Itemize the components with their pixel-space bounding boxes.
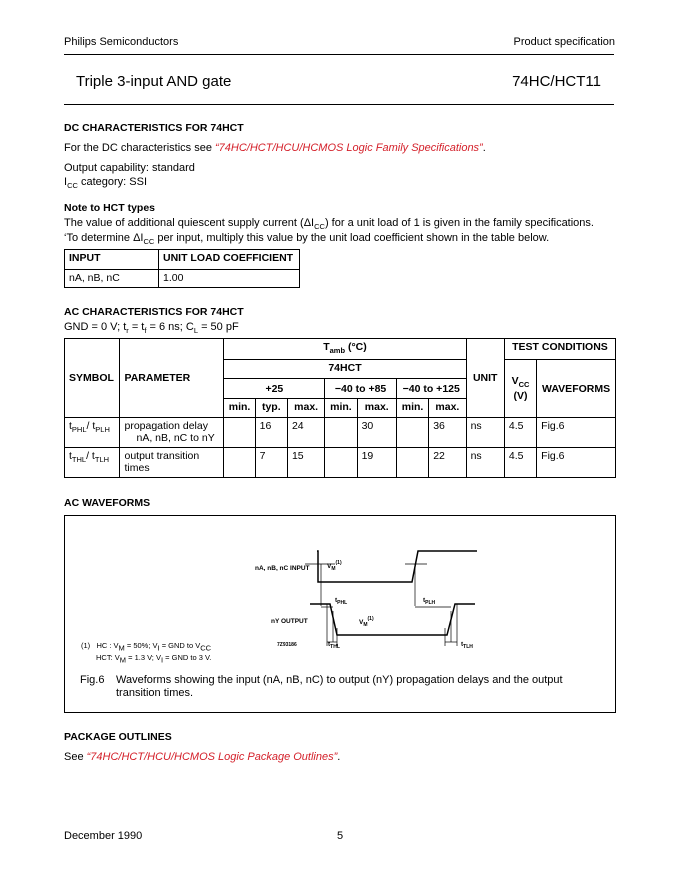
part-number: 74HC/HCT11 [512, 73, 601, 90]
note-hc-sub3: CC [200, 643, 212, 653]
cond-eq: = t [128, 321, 145, 333]
note-line-1b: ) for a unit load of 1 is given in the family specifications. [324, 217, 594, 229]
output-trace [310, 604, 475, 635]
sym-a-sub: PHL [71, 425, 87, 435]
col-input: INPUT [65, 250, 159, 270]
tamb-t: T [323, 341, 330, 353]
vm-note: (1) [367, 616, 374, 622]
waveform-cell: Fig.6 [537, 448, 616, 478]
note-line-2a: ‘To determine ΔI [64, 232, 144, 244]
note-hct [81, 653, 211, 665]
cond-f: f [144, 326, 147, 336]
min-85-cell [325, 448, 357, 478]
dc-intro [64, 142, 486, 154]
note-hc-mid: = 50%; V [124, 641, 158, 650]
icc-sub: CC [67, 181, 78, 191]
note-num: (1) [81, 641, 91, 650]
min-85-cell [325, 418, 357, 448]
diagram-labels [255, 560, 473, 650]
note-line-2 [64, 232, 549, 246]
vm-sub: M [363, 622, 368, 628]
figure-number: Fig.6 [80, 674, 105, 686]
vm-note: (1) [335, 560, 342, 566]
ac-conditions [64, 321, 239, 335]
cond-r: r [126, 326, 129, 336]
waveform-notes [81, 641, 211, 664]
typ-25-cell: 16 [255, 418, 287, 448]
col-max-85: max. [357, 399, 396, 418]
waveform-cell: Fig.6 [537, 418, 616, 448]
company-name: Philips Semiconductors [64, 36, 179, 48]
max-125-cell: 36 [429, 418, 466, 448]
max-25-cell: 15 [287, 448, 324, 478]
max-85-cell: 30 [357, 418, 396, 448]
vcc-v: V [511, 375, 519, 388]
note-hc-sub2: I [157, 643, 160, 653]
col-min-25: min. [224, 399, 255, 418]
tthl-sub: THL [330, 644, 340, 650]
vcc-cell: 4.5 [504, 448, 536, 478]
icc-suffix: category: SSI [77, 176, 147, 188]
max-85-cell: 19 [357, 448, 396, 478]
sym-sep: / t [86, 420, 96, 432]
symbol-cell [65, 418, 120, 448]
col-tamb [224, 339, 466, 360]
package-text [64, 751, 340, 763]
sym-sep: / t [86, 450, 95, 462]
dc-intro-end: . [482, 142, 486, 154]
vcc-unit: (V) [513, 389, 528, 402]
footer-date: December 1990 [64, 830, 143, 842]
param-line-2: times [124, 462, 150, 474]
note-line-2-sub: CC [143, 237, 155, 247]
tamb-sub: amb [329, 346, 346, 356]
col-temp-125: −40 to +125 [396, 379, 466, 399]
col-temp-85: −40 to +85 [325, 379, 397, 399]
note-hc-sub1: M [118, 643, 125, 653]
max-25-cell: 24 [287, 418, 324, 448]
output-waveform [310, 604, 475, 635]
note-hc-end: = GND to V [159, 641, 201, 650]
col-vcc [504, 360, 536, 418]
icc-prefix: I [64, 176, 68, 188]
input-cell: nA, nB, nC [65, 270, 159, 288]
vm-label-output [359, 616, 374, 628]
package-heading: PACKAGE OUTLINES [64, 731, 172, 743]
col-coefficient: UNIT LOAD COEFFICIENT [159, 250, 300, 270]
note-line-1-sub: CC [314, 222, 325, 232]
param-line-1: propagation delay [124, 420, 208, 432]
col-typ-25: typ. [255, 399, 287, 418]
tamb-unit: (°C) [345, 341, 367, 353]
package-end: . [337, 751, 341, 763]
ttlh-t: t [461, 641, 464, 648]
ttlh-sub: TLH [463, 644, 473, 650]
table-row [65, 448, 616, 478]
note-hc-a: HC : V [96, 641, 119, 650]
param-line-1: output transition [124, 450, 200, 462]
col-test-conditions: TEST CONDITIONS [504, 339, 615, 360]
note-hct-a: HCT: V [96, 652, 120, 662]
diagram-code: 7Z93186 [277, 642, 297, 648]
doc-type: Product specification [513, 36, 615, 48]
waveforms-heading: AC WAVEFORMS [64, 497, 151, 509]
sym-a: t [69, 450, 72, 462]
note-line-1a: The value of additional quiescent supply current (ΔI [64, 217, 315, 229]
note-hct-sub2: I [160, 655, 164, 664]
page-number: 5 [337, 830, 344, 842]
param-line-2: nA, nB, nC to nY [136, 432, 215, 444]
sym-b-sub: PLH [95, 425, 110, 435]
min-125-cell [396, 418, 428, 448]
ac-table [64, 338, 616, 478]
sym-a: t [69, 420, 72, 432]
vm-label-input [327, 560, 342, 572]
min-25-cell [224, 418, 255, 448]
ac-heading: AC CHARACTERISTICS FOR 74HCT [64, 306, 244, 318]
tthl-t: t [328, 641, 331, 648]
sym-a-sub: THL [71, 455, 87, 465]
note-line-1 [64, 217, 594, 231]
output-label: nY OUTPUT [271, 618, 308, 625]
dc-intro-text: For the DC characteristics see [64, 142, 215, 154]
output-capability: Output capability: standard [64, 162, 195, 174]
symbol-cell [65, 448, 120, 478]
note-hct-mid: = 1.3 V; V [126, 652, 161, 662]
col-symbol: SYMBOL [65, 339, 120, 418]
title-rule [64, 104, 614, 105]
unit-load-table [64, 249, 300, 288]
cond-gnd: GND = 0 V; t [64, 321, 127, 333]
input-waveform [317, 551, 477, 582]
tphl-sub: PHL [337, 600, 348, 606]
max-125-cell: 22 [429, 448, 466, 478]
note-line-2b: per input, multiply this value by the unit load coefficient shown in the table below. [154, 232, 550, 244]
figure-caption: Waveforms showing the input (nA, nB, nC) to output (nY) propagation delays and the output transition times. [116, 674, 563, 699]
vm-sub: M [331, 566, 336, 572]
dc-heading: DC CHARACTERISTICS FOR 74HCT [64, 122, 244, 134]
icc-category [64, 176, 147, 190]
package-outlines-link[interactable]: “74HC/HCT/HCU/HCMOS Logic Package Outlines” [86, 751, 338, 763]
vcc-cell: 4.5 [504, 418, 536, 448]
unit-cell: ns [466, 448, 504, 478]
header-rule [64, 54, 614, 55]
note-hct-sub1: M [119, 655, 127, 664]
package-see: See [64, 751, 87, 763]
vcc-sub: CC [518, 380, 530, 390]
min-25-cell [224, 448, 255, 478]
typ-25-cell: 7 [255, 448, 287, 478]
table-row [65, 418, 616, 448]
col-family: 74HCT [224, 360, 466, 379]
unit-cell: ns [466, 418, 504, 448]
note-heading: Note to HCT types [64, 202, 156, 214]
parameter-cell [120, 418, 224, 448]
sym-b-sub: TLH [94, 455, 110, 465]
tphl-label [335, 597, 347, 606]
page-title: Triple 3-input AND gate [76, 73, 232, 90]
tplh-sub: PLH [425, 600, 436, 606]
figure-box [64, 515, 616, 713]
note-hc [81, 641, 211, 653]
col-unit: UNIT [466, 339, 504, 418]
cond-l: L [193, 326, 199, 336]
min-125-cell [396, 448, 428, 478]
input-trace [317, 551, 477, 582]
col-waveforms: WAVEFORMS [537, 360, 616, 418]
cond-ns: = 6 ns; C [146, 321, 194, 333]
vm-v: V [327, 563, 332, 570]
parameter-cell [120, 448, 224, 478]
cond-pf: = 50 pF [198, 321, 239, 333]
col-parameter: PARAMETER [120, 339, 224, 418]
coefficient-cell: 1.00 [159, 270, 300, 288]
vm-v: V [359, 619, 364, 626]
tplh-label [423, 597, 436, 606]
tphl-t: t [335, 597, 338, 604]
col-temp-25: +25 [224, 379, 325, 399]
col-max-125: max. [429, 399, 466, 418]
tplh-t: t [423, 597, 426, 604]
col-min-85: min. [325, 399, 357, 418]
family-spec-link[interactable]: “74HC/HCT/HCU/HCMOS Logic Family Specifications” [215, 142, 483, 154]
col-min-125: min. [396, 399, 428, 418]
note-hct-end: = GND to 3 V. [163, 652, 212, 662]
col-max-25: max. [287, 399, 324, 418]
input-label: nA, nB, nC INPUT [255, 565, 310, 572]
ttlh-label [461, 641, 473, 650]
